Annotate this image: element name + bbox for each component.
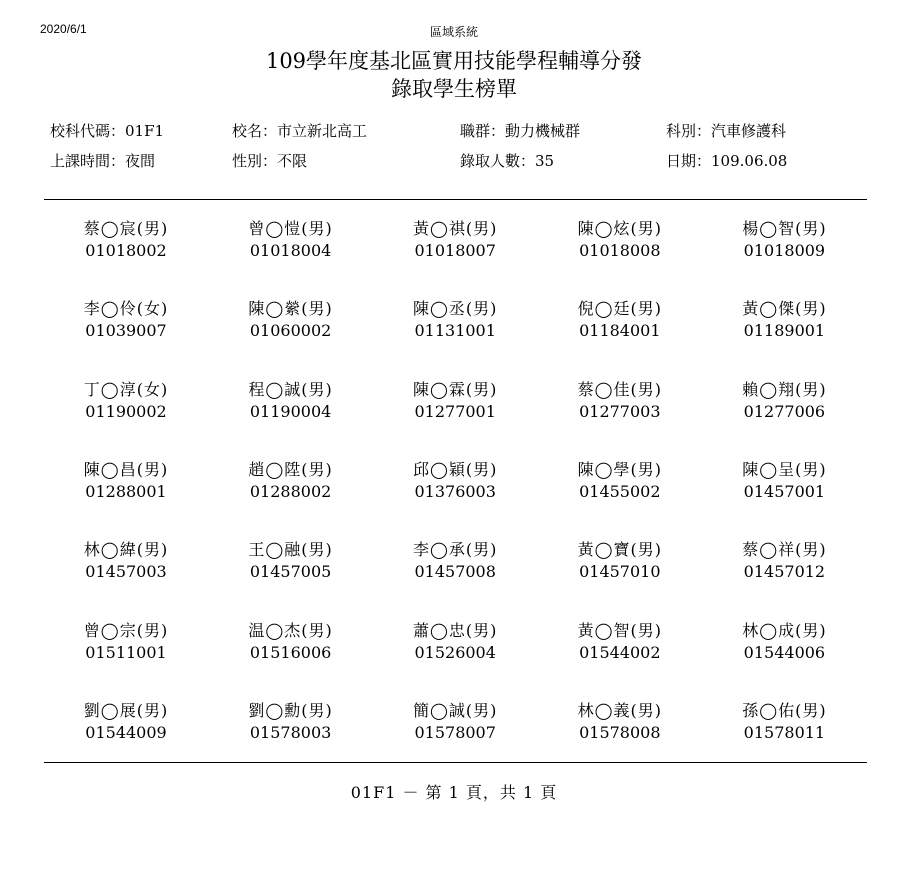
student-id: 01544006 (743, 642, 826, 662)
list-item (702, 620, 866, 664)
list-item (209, 620, 373, 664)
student-name: 陳◯縈(男) (248, 299, 333, 319)
student-name: 丁◯淳(女) (83, 379, 169, 399)
student-id: 01288002 (249, 481, 332, 501)
student-name: 劉◯勳(男) (248, 700, 333, 720)
list-item (209, 379, 373, 423)
student-id: 01457012 (743, 562, 826, 582)
list-item (44, 218, 208, 262)
page-title: 109學年度基北區實用技能學程輔導分發 (265, 49, 643, 73)
student-name: 蔡◯宸(男) (83, 219, 169, 238)
list-item (702, 379, 866, 423)
student-id: 01189001 (743, 321, 826, 341)
student-name: 林◯成(男) (742, 620, 827, 640)
student-name: 劉◯展(男) (83, 700, 169, 720)
student-name: 陳◯學(男) (577, 459, 662, 479)
student-name: 倪◯廷(男) (577, 299, 662, 319)
print-date: 2020/6/1 (40, 22, 87, 36)
student-name: 王◯融(男) (248, 540, 333, 560)
student-name: 陳◯昌(男) (83, 459, 169, 479)
student-id: 01039007 (85, 321, 167, 341)
student-id: 01018009 (743, 241, 826, 260)
list-item (209, 218, 373, 262)
student-id: 01544009 (85, 722, 167, 742)
info-row-2 (0, 150, 908, 172)
list-item (373, 459, 537, 503)
student-id: 01457008 (414, 562, 496, 582)
student-name: 孫◯佑(男) (742, 700, 827, 720)
list-item (373, 379, 537, 423)
student-id: 01018007 (414, 241, 496, 260)
student-id: 01457003 (85, 562, 167, 582)
student-id: 01457005 (249, 562, 332, 582)
student-id: 01018004 (249, 241, 332, 260)
student-name: 邱◯穎(男) (412, 459, 498, 479)
student-id: 01060002 (249, 321, 332, 341)
list-item (373, 539, 537, 583)
student-name: 陳◯丞(男) (412, 299, 498, 319)
student-id: 01457001 (743, 481, 826, 501)
list-item (702, 218, 866, 262)
student-id: 01457010 (579, 562, 661, 582)
student-name: 曾◯愷(男) (248, 219, 333, 238)
list-item (44, 700, 208, 744)
student-id: 01578011 (743, 722, 826, 742)
student-id: 01184001 (579, 321, 661, 341)
list-item (538, 218, 702, 262)
student-name: 賴◯翔(男) (742, 379, 827, 399)
student-id: 01277006 (743, 401, 826, 421)
career-group: 職群：動力機械群 (460, 122, 581, 140)
student-name: 林◯緯(男) (83, 540, 169, 560)
student-id: 01018002 (85, 241, 167, 260)
list-item (702, 459, 866, 503)
student-name: 趙◯陞(男) (248, 459, 333, 479)
student-name: 温◯杰(男) (248, 620, 333, 640)
list-item (209, 459, 373, 503)
dept-code: 校科代碼：01F1 (50, 122, 165, 140)
student-id: 01018008 (579, 241, 661, 260)
student-name: 陳◯炫(男) (577, 219, 662, 238)
student-name: 簡◯誠(男) (412, 700, 498, 720)
student-name: 楊◯智(男) (742, 219, 827, 238)
student-name: 蔡◯佳(男) (577, 379, 662, 399)
list-item (538, 459, 702, 503)
student-name: 李◯承(男) (412, 540, 498, 560)
student-name: 曾◯宗(男) (83, 620, 169, 640)
list-item (44, 620, 208, 664)
list-item (538, 298, 702, 342)
list-item (538, 700, 702, 744)
student-id: 01516006 (249, 642, 332, 662)
gender-limit: 性別：不限 (232, 152, 308, 170)
student-name: 李◯伶(女) (83, 299, 169, 319)
list-item (702, 700, 866, 744)
student-id: 01455002 (579, 481, 661, 501)
student-id: 01544002 (579, 642, 661, 662)
page-footer: 01F1 － 第 1 頁，共 1 頁 (350, 783, 558, 802)
student-id: 01288001 (85, 481, 167, 501)
student-id: 01190004 (249, 401, 332, 421)
student-name: 林◯義(男) (577, 700, 662, 720)
list-item (538, 379, 702, 423)
student-id: 01190002 (85, 401, 167, 421)
student-id: 01376003 (414, 481, 496, 501)
list-item (538, 620, 702, 664)
list-item (373, 700, 537, 744)
student-name: 黃◯祺(男) (412, 219, 498, 238)
student-name: 蔡◯祥(男) (742, 540, 827, 560)
student-id: 01578003 (249, 722, 332, 742)
student-id: 01578008 (579, 722, 661, 742)
student-id: 01526004 (414, 642, 496, 662)
student-name: 陳◯呈(男) (742, 459, 827, 479)
page-subtitle: 錄取學生榜單 (391, 77, 517, 101)
system-name: 區域系統 (429, 25, 478, 39)
list-item (44, 459, 208, 503)
admitted-count: 錄取人數：35 (460, 152, 555, 170)
bottom-divider (44, 762, 867, 763)
top-divider (44, 199, 867, 200)
list-item (373, 298, 537, 342)
list-item (702, 539, 866, 583)
student-id: 01511001 (85, 642, 167, 662)
student-name: 陳◯霖(男) (412, 379, 498, 399)
list-item (702, 298, 866, 342)
class-time: 上課時間：夜間 (50, 152, 156, 170)
list-item (44, 379, 208, 423)
list-item (373, 218, 537, 262)
student-name: 黃◯傑(男) (742, 299, 827, 319)
list-item (538, 539, 702, 583)
list-item (44, 539, 208, 583)
student-name: 黃◯智(男) (577, 620, 662, 640)
list-item (209, 298, 373, 342)
list-item (44, 298, 208, 342)
student-name: 黃◯寶(男) (577, 540, 662, 560)
student-name: 蕭◯忠(男) (412, 620, 498, 640)
department: 科別：汽車修護科 (666, 122, 787, 140)
list-item (373, 620, 537, 664)
student-id: 01277003 (579, 401, 661, 421)
list-item (209, 700, 373, 744)
student-id: 01578007 (414, 722, 496, 742)
student-id: 01277001 (414, 401, 496, 421)
student-id: 01131001 (414, 321, 496, 341)
list-date: 日期：109.06.08 (666, 152, 788, 170)
student-name: 程◯誠(男) (248, 379, 333, 399)
info-row-1 (0, 120, 908, 142)
school-name: 校名：市立新北高工 (232, 122, 368, 140)
list-item (209, 539, 373, 583)
